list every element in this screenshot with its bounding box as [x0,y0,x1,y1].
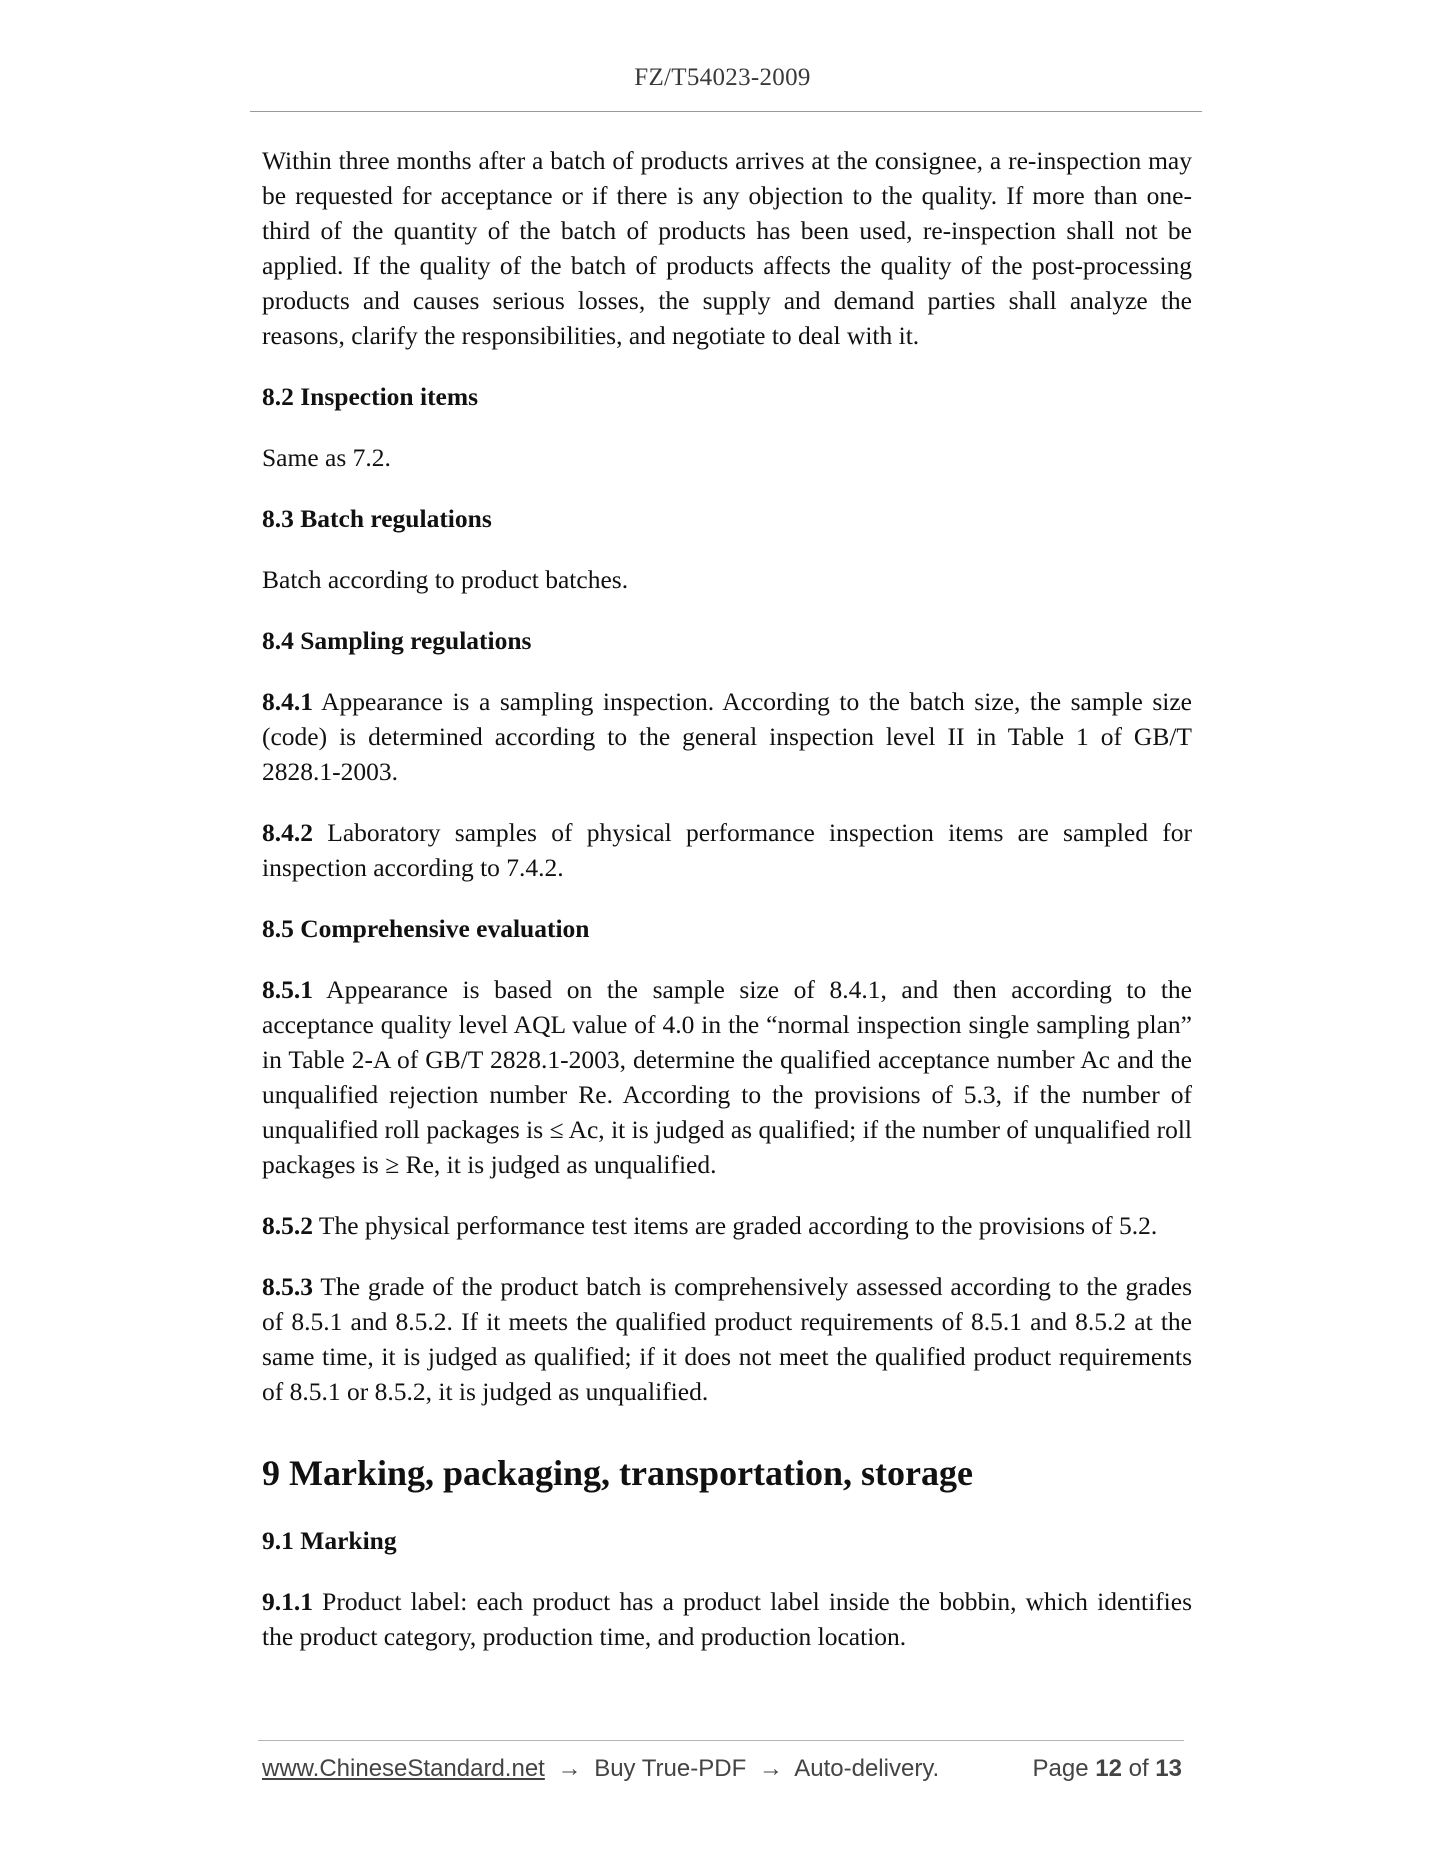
paragraph-8-4-1 [262,684,1192,789]
clause-number-8-5-2: 8.5.2 [262,1211,313,1240]
buy-true-pdf-text: Buy True-PDF [594,1755,747,1782]
paragraph-8-4-2 [262,815,1192,885]
clause-number-8-5-1: 8.5.1 [262,975,313,1004]
document-code-header: FZ/T54023-2009 [634,64,811,91]
heading-9-1: 9.1 Marking [262,1526,397,1555]
page-footer [262,1755,1182,1783]
heading-section-9: 9 Marking, packaging, transportation, storage [262,1453,973,1493]
arrow-right-icon: → [557,1755,582,1782]
clause-number-8-5-3: 8.5.3 [262,1272,313,1301]
clause-text-9-1-1: Product label: each product has a product label inside the bobbin, which identifies the product category, production time, and production location. [262,1587,1192,1651]
chinesestandard-link[interactable]: www.ChineseStandard.net [262,1755,545,1782]
auto-delivery-text: Auto-delivery. [794,1755,940,1782]
footer-divider [258,1740,1184,1741]
paragraph-8-2: Same as 7.2. [262,443,391,472]
paragraph-8-5-1 [262,972,1192,1182]
paragraph-8-5-2 [262,1208,1192,1243]
clause-number-9-1-1: 9.1.1 [262,1587,313,1616]
clause-text-8-5-1: Appearance is based on the sample size of 8.4.1, and then according to the acceptance quality level AQL value of 4.0 in the “normal inspection single sampling plan” in Table 2-A of GB/T 2828.1-2003, determine the qualified acceptance number Ac and the unqualified rejection number Re. According to the provisions of 5.3, if the number of unqualified roll packages is ≤ Ac, it is judged as qualified; if the number of unqualified roll packages is ≥ Re, it is judged as unqualified. [262,975,1192,1179]
clause-text-8-5-3: The grade of the product batch is comprehensively assessed according to the grades of 8.5.1 and 8.5.2. If it meets the qualified product requirements of 8.5.1 and 8.5.2 at the same time, it is judged as qualified; if it does not meet the qualified product requirements of 8.5.1 or 8.5.2, it is judged as unqualified. [262,1272,1192,1406]
paragraph-9-1-1 [262,1584,1192,1654]
total-page-number: 13 [1155,1755,1182,1782]
clause-text-8-4-2: Laboratory samples of physical performance inspection items are sampled for inspection according to 7.4.2. [262,818,1192,882]
document-body [262,143,1192,1680]
paragraph-8-3: Batch according to product batches. [262,565,629,594]
heading-8-3: 8.3 Batch regulations [262,504,492,533]
current-page-number: 12 [1095,1755,1122,1782]
page-label: Page [1032,1755,1089,1782]
clause-text-8-4-1: Appearance is a sampling inspection. According to the batch size, the sample size (code) is determined according to the general inspection level II in Table 1 of GB/T 2828.1-2003. [262,687,1192,786]
clause-number-8-4-1: 8.4.1 [262,687,313,716]
clause-number-8-4-2: 8.4.2 [262,818,313,847]
paragraph-8-5-3 [262,1269,1192,1409]
header-divider [250,111,1202,112]
heading-8-2: 8.2 Inspection items [262,382,479,411]
heading-8-4: 8.4 Sampling regulations [262,626,532,655]
heading-8-5: 8.5 Comprehensive evaluation [262,914,590,943]
arrow-right-icon: → [758,1755,783,1782]
page-indicator [1033,1755,1183,1783]
paragraph-recheck: Within three months after a batch of products arrives at the consignee, a re-inspection may be requested for acceptance or if there is any objection to the quality. If more than one-third of the quantity of the batch of products has been used, re-inspection shall not be applied. If the quality of the batch of products affects the quality of the post-processing products and causes serious losses, the supply and demand parties shall analyze the reasons, clarify the responsibilities, and negotiate to deal with it. [262,146,1192,350]
of-label: of [1128,1755,1149,1782]
clause-text-8-5-2: The physical performance test items are graded according to the provisions of 5.2. [313,1211,1158,1240]
